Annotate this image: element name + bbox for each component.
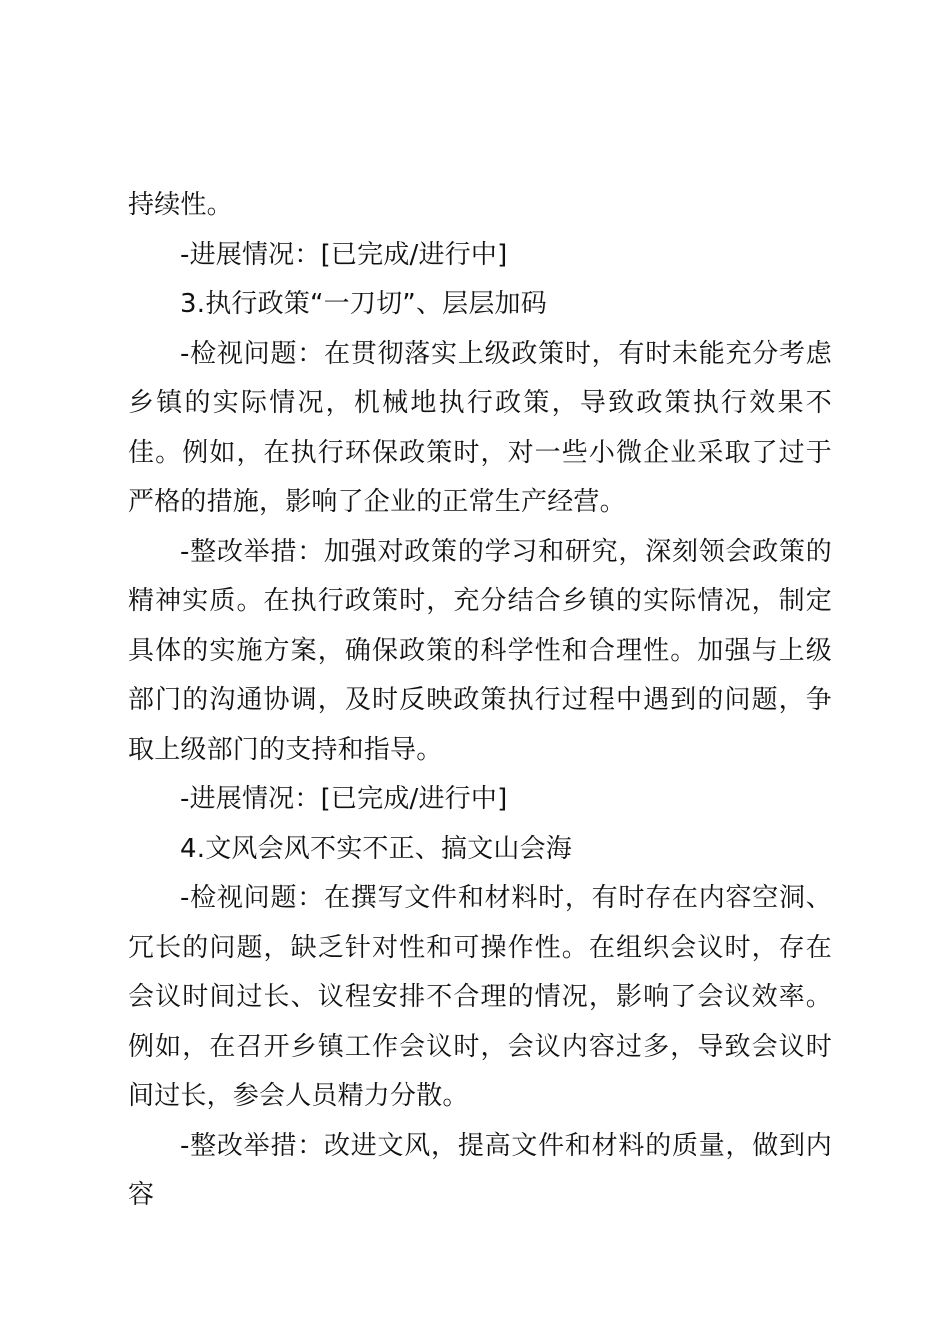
issue-review-3: -检视问题：在贯彻落实上级政策时，有时未能充分考虑乡镇的实际情况，机械地执行政策，导致政策执行效果不佳。例如，在执行环保政策时，对一些小微企业采取了过于严格的措施，影响了企业的正常生产经营。 xyxy=(128,338,832,517)
progress-status-1: -进展情况：[已完成/进行中] xyxy=(180,239,508,270)
section-heading-4: 4.文风会风不实不正、搞文山会海 xyxy=(180,833,573,864)
rectification-measures-4: -整改举措：改进文风，提高文件和材料的质量，做到内容 xyxy=(128,1130,832,1210)
document-body xyxy=(128,181,832,1221)
issue-review-4: -检视问题：在撰写文件和材料时，有时存在内容空洞、冗长的问题，缺乏针对性和可操作性。在组织会议时，存在会议时间过长、议程安排不合理的情况，影响了会议效率。例如，在召开乡镇工作会议时，会议内容过多，导致会议时间过长，参会人员精力分散。 xyxy=(128,883,832,1111)
section-heading-3: 3.执行政策“一刀切”、层层加码 xyxy=(180,289,547,319)
paragraph-continuation: 持续性。 xyxy=(128,190,233,220)
rectification-measures-3: -整改举措：加强对政策的学习和研究，深刻领会政策的精神实质。在执行政策时，充分结合乡镇的实际情况，制定具体的实施方案，确保政策的科学性和合理性。加强与上级部门的沟通协调，及时反映政策执行过程中遇到的问题，争取上级部门的支持和指导。 xyxy=(128,536,832,765)
progress-status-3: -进展情况：[已完成/进行中] xyxy=(180,784,508,814)
